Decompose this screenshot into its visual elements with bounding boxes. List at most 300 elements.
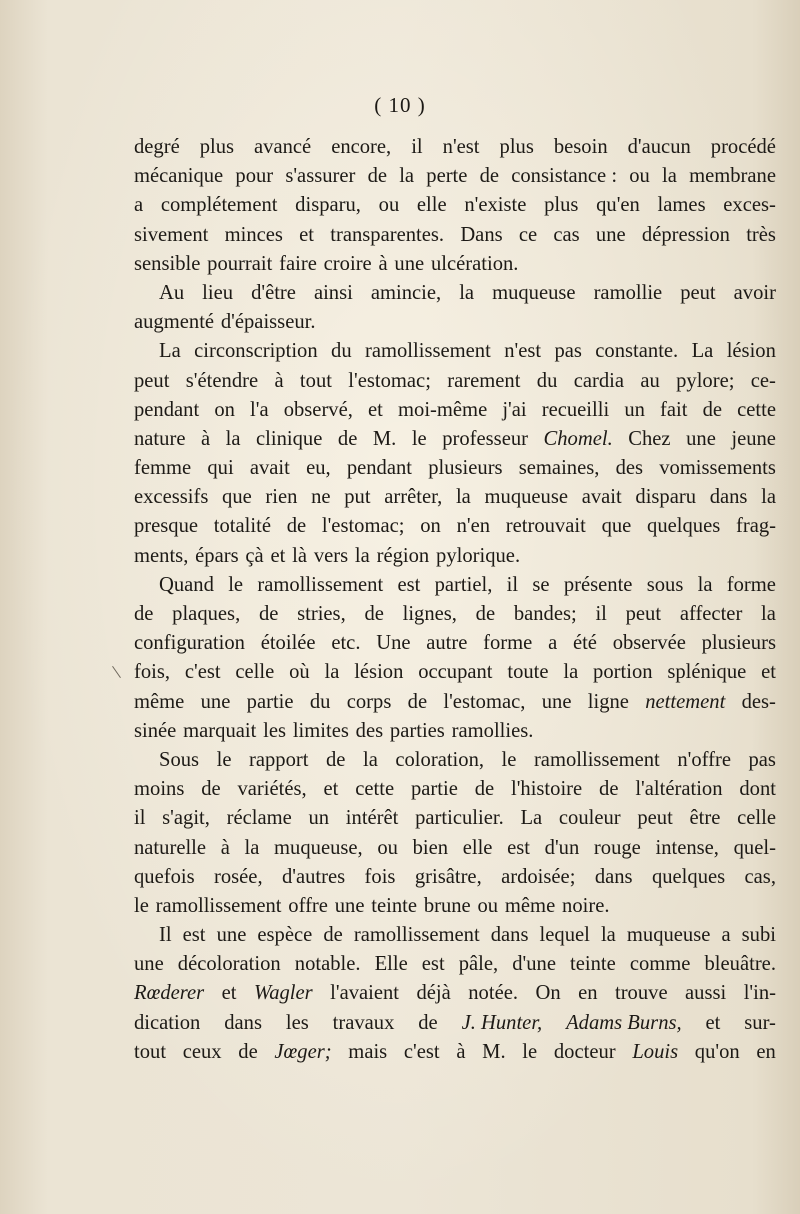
word: c'est: [403, 1040, 440, 1063]
word: à: [200, 427, 211, 450]
word: l'a: [250, 398, 269, 421]
text-line: [134, 1009, 776, 1038]
word: excessifs: [134, 486, 209, 509]
body-text: [134, 133, 776, 1067]
word: à: [456, 1040, 466, 1063]
text-line: [134, 688, 776, 717]
word: elle: [462, 836, 493, 859]
word: etc.: [331, 632, 361, 655]
word: pas: [554, 340, 582, 363]
text-line: [134, 979, 776, 1008]
word: de: [407, 690, 428, 713]
word: presque: [134, 515, 199, 538]
text-line: [134, 834, 776, 863]
word: en: [578, 982, 598, 1005]
word: très: [746, 223, 776, 246]
word: a: [134, 194, 144, 217]
word: la: [244, 836, 260, 859]
word: la: [761, 603, 776, 625]
word: avait: [249, 457, 290, 480]
word: ramollies.: [451, 719, 534, 742]
word: d'aucun: [627, 136, 691, 158]
word: la: [662, 165, 677, 188]
text-line: [134, 542, 776, 571]
word: dication: [134, 1011, 201, 1034]
word: notée.: [468, 982, 518, 1005]
word: M.: [372, 427, 397, 450]
word: Jœger;: [274, 1040, 332, 1063]
word: ramollissement: [353, 924, 480, 947]
word: cas,: [744, 865, 776, 888]
word: la: [563, 661, 579, 684]
word: sinée: [134, 719, 177, 742]
word: parties: [389, 719, 445, 742]
word: pas: [748, 748, 776, 771]
word: dont: [739, 778, 776, 801]
word: se: [532, 573, 550, 596]
word: en: [756, 1040, 776, 1063]
word: sensible: [134, 252, 201, 275]
text-line: [134, 337, 776, 366]
word: peut: [134, 369, 170, 392]
word: rapport: [249, 748, 309, 771]
word: et: [270, 544, 286, 567]
word: lésion: [726, 340, 776, 363]
word: clinique: [256, 427, 323, 450]
word: degré: [134, 136, 180, 158]
word: et: [368, 398, 383, 421]
word: ramollissement: [257, 573, 384, 596]
word: plus: [499, 136, 534, 158]
text-line: [134, 775, 776, 804]
word: lequel: [539, 924, 590, 947]
text-line: [134, 279, 776, 308]
word: l'estomac,: [443, 690, 526, 713]
word: de: [599, 778, 619, 801]
word: encore,: [331, 136, 392, 158]
word: est: [421, 953, 445, 976]
word: à: [220, 836, 230, 859]
word: aussi: [685, 982, 727, 1005]
word: offre: [288, 894, 328, 917]
word: lignes,: [402, 603, 457, 625]
word: procédé: [710, 136, 776, 158]
word: La: [691, 340, 714, 363]
word: s'agit,: [162, 807, 210, 830]
word: être: [689, 807, 721, 830]
word: la: [354, 544, 370, 567]
word: la: [600, 924, 616, 947]
word: tout: [299, 369, 332, 392]
word: j'ai: [502, 398, 527, 421]
word: plus: [544, 194, 579, 217]
word: exces-: [723, 194, 776, 217]
word: put: [344, 486, 371, 509]
word: splénique: [667, 661, 747, 684]
word: a: [548, 632, 558, 655]
word: fois,: [134, 661, 171, 684]
word: Rœderer: [134, 982, 205, 1005]
word: configuration: [134, 632, 245, 655]
word: qu'en: [596, 194, 640, 217]
word: bandes;: [513, 603, 577, 625]
word: lieu: [202, 281, 234, 304]
word: avait: [581, 486, 622, 509]
word: complétement: [160, 194, 278, 217]
word: réclame: [226, 807, 292, 830]
word: s'assurer: [285, 165, 356, 188]
word: celle: [737, 807, 776, 830]
word: muqueuse: [626, 924, 711, 947]
word: consistance :: [511, 165, 618, 188]
text-line: [134, 804, 776, 833]
word: une: [541, 690, 572, 713]
word: pourrait: [207, 252, 273, 275]
text-line: [134, 1038, 776, 1067]
word: trouve: [614, 982, 668, 1005]
word: l'avaient: [330, 982, 400, 1005]
word: la: [697, 573, 713, 596]
word: est: [507, 836, 530, 859]
word: n'en: [456, 515, 491, 538]
word: l'estomac;: [348, 369, 431, 392]
word: Chomel.: [543, 427, 613, 450]
word: moi-même: [398, 398, 488, 421]
word: quel-: [733, 836, 776, 859]
word: les: [263, 719, 287, 742]
word: vomissements: [659, 457, 776, 480]
word: autre: [426, 632, 468, 655]
word: disparu: [635, 486, 697, 509]
word: teinte: [371, 894, 418, 917]
word: et: [221, 982, 237, 1005]
word: jeune: [731, 427, 776, 450]
word: pylore;: [676, 369, 735, 392]
word: cette: [737, 398, 776, 421]
word: la: [761, 486, 776, 509]
text-line: [134, 250, 776, 279]
word: professeur: [442, 427, 528, 450]
word: sivement: [134, 223, 209, 246]
text-line: [134, 921, 776, 950]
word: qui: [207, 457, 234, 480]
word: une: [394, 252, 425, 275]
word: membrane: [689, 165, 776, 188]
word: rosée,: [214, 865, 263, 888]
word: On: [535, 982, 561, 1005]
word: bleuâtre.: [704, 953, 776, 976]
word: ardoisée;: [501, 865, 576, 888]
word: Elle: [374, 953, 408, 976]
word: d'un: [544, 836, 580, 859]
word: d'une: [512, 953, 556, 976]
word: naturelle: [134, 836, 207, 859]
word: ne: [311, 486, 331, 509]
word: Dans: [460, 223, 503, 246]
word: et: [299, 223, 315, 246]
word: dans: [594, 865, 633, 888]
word: de: [337, 427, 358, 450]
word: particulier.: [415, 807, 504, 830]
word: plusieurs: [428, 457, 503, 480]
word: lésion: [354, 661, 404, 684]
word: bien: [412, 836, 449, 859]
word: même: [134, 690, 185, 713]
word: retrouvait: [505, 515, 586, 538]
word: de: [286, 515, 307, 538]
word: d'épaisseur.: [220, 311, 316, 334]
text-line: [134, 133, 776, 162]
word: partiel,: [434, 573, 493, 596]
word: les: [285, 1011, 309, 1034]
word: affecter: [679, 603, 743, 625]
word: de: [364, 603, 384, 625]
word: nettement: [645, 690, 726, 713]
text-line: [134, 512, 776, 541]
word: augmenté: [134, 311, 215, 334]
word: ligne: [587, 690, 629, 713]
word: forme: [483, 632, 533, 655]
word: a: [721, 924, 731, 947]
word: de: [134, 603, 154, 625]
word: totalité: [213, 515, 271, 538]
word: sur-: [744, 1011, 776, 1034]
word: La: [520, 807, 543, 830]
word: de: [475, 603, 496, 625]
word: fait: [660, 398, 688, 421]
text-line: [134, 571, 776, 600]
word: pendant: [346, 457, 413, 480]
word: avoir: [733, 281, 776, 304]
word: femme: [134, 457, 192, 480]
word: d'être: [251, 281, 296, 304]
word: cette: [355, 778, 395, 801]
word: moins: [134, 778, 185, 801]
word: de: [702, 398, 723, 421]
word: marquait: [183, 719, 257, 742]
text-line: [134, 717, 776, 746]
text-line: [134, 863, 776, 892]
word: sous: [646, 573, 684, 596]
word: muqueuse: [484, 486, 569, 509]
word: le: [411, 427, 427, 450]
word: ce-: [750, 369, 776, 392]
word: ou: [477, 894, 499, 917]
word: muqueuse: [492, 281, 576, 304]
word: étoilée: [260, 632, 316, 655]
word: de: [474, 778, 495, 801]
word: qu'on: [694, 1040, 740, 1063]
word: l'estomac;: [321, 515, 405, 538]
word: cas: [553, 223, 580, 246]
word: Wagler: [253, 982, 313, 1005]
text-line: [134, 629, 776, 658]
word: ramollissement: [155, 894, 282, 917]
word: observée: [612, 632, 686, 655]
word: la: [399, 165, 415, 188]
text-line: [134, 425, 776, 454]
word: une: [216, 924, 247, 947]
word: la: [455, 486, 471, 509]
word: semaines,: [518, 457, 600, 480]
word: toute: [507, 661, 549, 684]
word: de: [258, 603, 279, 625]
text-line: [134, 367, 776, 396]
word: s'étendre: [185, 369, 259, 392]
word: J. Hunter,: [461, 1011, 543, 1034]
page-number: ( 10 ): [374, 93, 426, 117]
word: Il: [159, 924, 172, 947]
word: rouge: [593, 836, 641, 859]
word: il: [411, 136, 423, 158]
word: ramollissement: [533, 748, 660, 771]
word: forme: [726, 573, 776, 596]
word: quefois: [134, 865, 195, 888]
word: coloration,: [395, 748, 485, 771]
word: perte: [426, 165, 468, 188]
word: une: [595, 223, 626, 246]
word: rarement: [447, 369, 521, 392]
word: amincie,: [370, 281, 442, 304]
word: épars: [195, 544, 239, 567]
word: le: [134, 894, 149, 917]
word: on: [214, 398, 235, 421]
word: des: [355, 719, 384, 742]
word: là: [292, 544, 308, 567]
word: dans: [224, 1011, 262, 1034]
word: Quand: [159, 573, 214, 596]
word: pylorique.: [436, 544, 521, 567]
word: noire.: [562, 894, 610, 917]
word: dans: [490, 924, 529, 947]
word: c'est: [184, 661, 221, 684]
word: stries,: [297, 603, 346, 625]
word: constante.: [595, 340, 679, 363]
word: des-: [741, 690, 776, 713]
word: décoloration: [177, 953, 281, 976]
word: plus: [199, 136, 235, 158]
word: peut: [625, 603, 662, 625]
word: avancé: [254, 136, 312, 158]
text-line: [134, 191, 776, 220]
word: intérêt: [345, 807, 399, 830]
word: Chez: [628, 427, 671, 450]
text-line: [134, 658, 776, 687]
word: la: [324, 661, 340, 684]
word: ramollissement: [364, 340, 491, 363]
word: portion: [593, 661, 653, 684]
word: La: [159, 340, 181, 363]
word: il: [595, 603, 607, 625]
word: couleur: [558, 807, 621, 830]
word: de: [367, 165, 388, 188]
word: une: [334, 894, 365, 917]
word: dans: [709, 486, 748, 509]
word: un: [624, 398, 645, 421]
word: est: [397, 573, 421, 596]
text-line: [134, 454, 776, 483]
word: croire: [323, 252, 372, 275]
word: de: [326, 748, 346, 771]
word: une: [134, 953, 164, 976]
text-line: [134, 162, 776, 191]
word: le: [228, 573, 244, 596]
word: subi: [741, 924, 776, 947]
word: peut: [637, 807, 673, 830]
word: circonscription: [194, 340, 318, 363]
word: espèce: [257, 924, 313, 947]
word: de: [418, 1011, 438, 1034]
text-line: [134, 746, 776, 775]
word: ainsi: [313, 281, 353, 304]
word: une: [686, 427, 716, 450]
word: déjà: [416, 982, 451, 1005]
text-line: [134, 600, 776, 629]
word: au: [640, 369, 660, 392]
word: le: [522, 1040, 538, 1063]
word: transparentes.: [330, 223, 445, 246]
word: muqueuse,: [274, 836, 363, 859]
word: partie: [410, 778, 458, 801]
word: un: [308, 807, 330, 830]
word: nature: [134, 427, 186, 450]
word: n'est: [442, 136, 480, 158]
word: présente: [563, 573, 633, 596]
word: de: [323, 924, 343, 947]
word: rien: [265, 486, 298, 509]
text-line: [134, 308, 776, 337]
word: corps: [346, 690, 392, 713]
word: l'in-: [743, 982, 776, 1005]
word: d'autres: [281, 865, 346, 888]
word: docteur: [553, 1040, 616, 1063]
word: de: [238, 1040, 258, 1063]
word: tout: [134, 1040, 167, 1063]
word: à: [378, 252, 388, 275]
word: le: [216, 748, 232, 771]
word: la: [225, 427, 241, 450]
word: n'est: [504, 340, 542, 363]
word: comme: [629, 953, 691, 976]
word: du: [536, 369, 558, 392]
word: Sous: [159, 748, 200, 771]
word: variétés,: [237, 778, 307, 801]
word: de: [201, 778, 221, 801]
word: occupant: [418, 661, 493, 684]
word: plusieurs: [701, 632, 776, 655]
word: çà: [245, 544, 264, 567]
word: Une: [376, 632, 411, 655]
word: ou: [377, 836, 398, 859]
word: frag-: [735, 515, 776, 538]
word: est: [182, 924, 206, 947]
word: limites: [292, 719, 349, 742]
word: une: [200, 690, 231, 713]
word: l'altération: [635, 778, 723, 801]
word: du: [309, 690, 331, 713]
word: arrêter,: [384, 486, 443, 509]
word: des: [615, 457, 644, 480]
word: il: [506, 573, 519, 596]
word: cardia: [573, 369, 625, 392]
word: où: [289, 661, 310, 684]
word: M.: [482, 1040, 506, 1063]
word: Au: [159, 281, 185, 304]
word: de: [479, 165, 500, 188]
word: notable.: [294, 953, 361, 976]
word: observé,: [283, 398, 353, 421]
word: partie: [246, 690, 294, 713]
